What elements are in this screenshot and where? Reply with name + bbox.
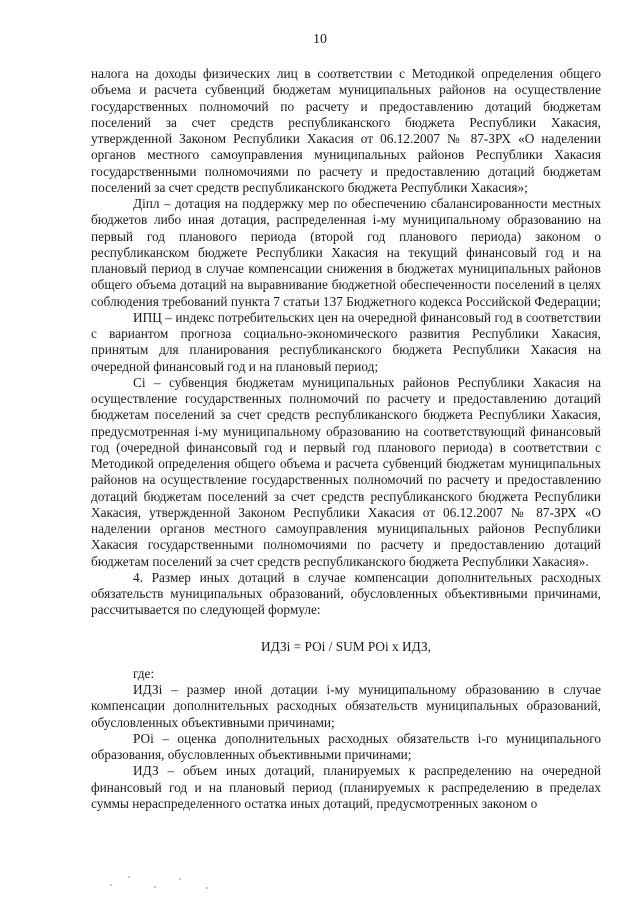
paragraph-item-4: 4. Размер иных дотаций в случае компенсации дополнительных расходных обязательств муниципальных образований, обусловленных объективными причинами, рассчитывается по следующей формуле:: [91, 569, 601, 618]
formula: ИДЗi = РОi / SUM РОi x ИДЗ,: [261, 638, 431, 654]
definition-idz: ИДЗ – объем иных дотаций, планируемых к распределению на очередной финансовый год и на плановый период (планируемых к распределению в пределах суммы нераспределенного остатка иных дотаций, предусмотренных законом о: [91, 763, 601, 811]
paragraph-ipc-definition: ИПЦ – индекс потребительских цен на очередной финансовый год в соответствии с вариантом прогноза социально-экономического развития Республики Хакасия, принятым для планирования республиканского бюджета Республики Хакасия на очередной финансовый год и на плановый период;: [91, 309, 601, 374]
definition-idzi: ИДЗi – размер иной дотации i-му муниципальному образованию в случае компенсации дополнительных расходных обязательств муниципальных образований, обусловленных объективными причинами;: [91, 682, 601, 730]
paragraph-dipl-definition: Дiпл – дотация на поддержку мер по обеспечению сбалансированности местных бюджетов либо иная дотация, распределенная i-му муниципальному образованию на первый год планового периода (второй год планового периода) законом о республиканском бюджете Республики Хакасия на текущий финансовый год и на плановый период в случае компенсации снижения в бюджетах муниципальных районов общего объема дотаций на выравнивание бюджетной обеспеченности поселений в целях соблюдения требований пункта 7 статьи 137 Бюджетного кодекса Российской Федерации;: [91, 196, 601, 309]
page-number: 10: [313, 32, 327, 47]
scan-noise: [108, 872, 228, 892]
paragraph-ci-definition: Сi – субвенция бюджетам муниципальных районов Республики Хакасия на осуществление государственных полномочий по расчету и предоставлению дотаций бюджетам поселений за счет средств республиканского бюджета Республики Хакасия, предусмотренная i-му муниципальному образованию на соответствующий финансовый год (очередной финансовый год и первый год планового периода) в соответствии с Методикой определения общего объема и расчета субвенций бюджетам муниципальных районов на осуществление государственных полномочий по расчету и предоставлению дотаций бюджетам поселений за счет средств республиканского бюджета Республики Хакасия, утвержденной Законом Республики Хакасия от 06.12.2007 № 87-ЗРХ «О наделении органов местного самоуправления муниципальных районов Республики Хакасия государственными полномочиями по расчету и предоставлению дотаций бюджетам поселений за счет средств республиканского бюджета Республики Хакасия».: [91, 374, 601, 569]
paragraph-continuation: налога на доходы физических лиц в соответствии с Методикой определения общего объема и расчета субвенций бюджетам муниципальных районов на осуществление государственных полномочий по расчету и предоставлению дотаций бюджетам поселений за счет средств республиканского бюджета Республики Хакасия, утвержденной Законом Республики Хакасия от 06.12.2007 № 87-ЗРХ «О наделении органов местного самоуправления муниципальных районов Республики Хакасия государственными полномочиями по расчету и предоставлению дотаций бюджетам поселений за счет средств республиканского бюджета Республики Хакасия»;: [91, 66, 601, 195]
definition-roi: РОi – оценка дополнительных расходных обязательств i-го муниципального образования, обусловленных объективными причинами;: [91, 730, 601, 762]
where-label: где:: [133, 665, 155, 681]
document-body: [91, 66, 601, 812]
